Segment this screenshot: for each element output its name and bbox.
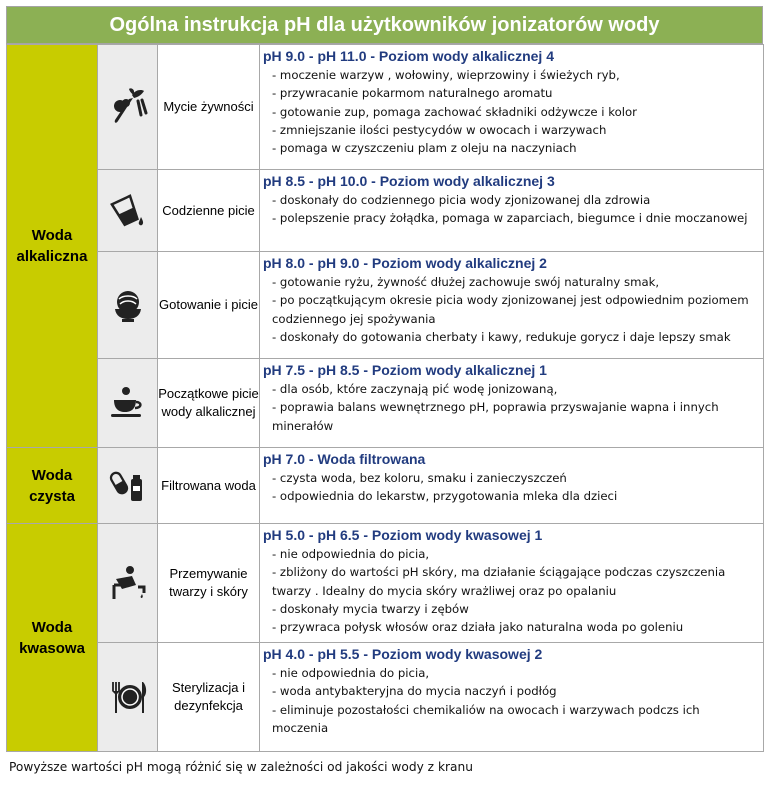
- ph-instruction-table: [6, 44, 764, 752]
- list-item: - nie odpowiednia do picia,: [272, 666, 430, 680]
- list-item: - polepszenie pracy żołądka, pomaga w zaparciach, biegumce i dnie moczanowej: [272, 211, 748, 226]
- ph-range-heading: pH 7.0 - Woda filtrowana: [263, 451, 426, 467]
- usage-list: [263, 191, 759, 228]
- list-item: - gotowanie zup, pomaga zachować składniki odżywcze i kolor: [272, 104, 637, 119]
- list-item: - nie odpowiednia do picia,: [272, 547, 430, 561]
- ph-range-heading: pH 4.0 - pH 5.5 - Poziom wody kwasowej 2: [263, 646, 543, 662]
- ph-range-heading: pH 8.0 - pH 9.0 - Poziom wody alkalicznej 2: [263, 255, 547, 271]
- category-acidic: Woda kwasowa: [7, 524, 98, 752]
- ph-range-heading: pH 7.5 - pH 8.5 - Poziom wody alkalicznej 1: [263, 362, 547, 378]
- row-name: Początkowe picie wody alkalicznej: [158, 359, 260, 448]
- footnote: Powyższe wartości pH mogą różnić się w zależności od jakości wody z kranu: [9, 760, 473, 774]
- usage-list: [263, 273, 759, 346]
- table-row: [7, 45, 764, 170]
- usage-list: [263, 469, 759, 506]
- row-name: Sterylizacja i dezynfekcja: [158, 643, 260, 752]
- list-item: - eliminuje pozostałości chemikaliów na owocach i warzywach podczs ich moczenia: [272, 702, 700, 735]
- usage-list: [263, 66, 759, 157]
- list-item: - po początkującym okresie picia wody zjonizowanej jest odpowiednim poziomem codziennego jej spożywania: [272, 293, 749, 326]
- cutlery-plate-icon: [98, 677, 157, 717]
- usage-list: [263, 380, 759, 435]
- table-row: [7, 448, 764, 524]
- list-item: - zmniejszanie ilości pestycydów w owocach i warzywach: [272, 122, 607, 137]
- table-row: [7, 252, 764, 359]
- face-wash-icon: [98, 563, 157, 603]
- drinking-glass-icon: [98, 191, 157, 231]
- list-item: - odpowiednia do lekarstw, przygotowania mleka dla dzieci: [272, 489, 618, 504]
- ph-range-heading: pH 5.0 - pH 6.5 - Poziom wody kwasowej 1: [263, 527, 543, 543]
- usage-list: [263, 664, 759, 737]
- vegetables-icon: [98, 87, 157, 127]
- list-item: - doskonały mycia twarzy i zębów: [272, 601, 469, 616]
- teacup-icon: [98, 383, 157, 423]
- list-item: - czysta woda, bez koloru, smaku i zanieczyszczeń: [272, 471, 567, 485]
- rice-bowl-icon: [98, 285, 157, 325]
- row-name: Filtrowana woda: [158, 448, 260, 524]
- list-item: - przywracanie pokarmom naturalnego aromatu: [272, 86, 553, 101]
- row-name: Przemywanie twarzy i skóry: [158, 524, 260, 643]
- list-item: - doskonały do codziennego picia wody zjonizowanej dla zdrowia: [272, 193, 651, 207]
- list-item: - przywraca połysk włosów oraz działa jako naturalna woda po goleniu: [272, 620, 684, 635]
- list-item: - woda antybakteryjna do mycia naczyń i podłóg: [272, 684, 557, 699]
- table-row: [7, 524, 764, 643]
- list-item: - poprawia balans wewnętrznego pH, poprawia przyswajanie wapna i innych minerałów: [272, 400, 719, 433]
- row-name: Codzienne picie: [158, 170, 260, 252]
- list-item: - dla osób, które zaczynają pić wodę jonizowaną,: [272, 382, 558, 396]
- table-row: [7, 170, 764, 252]
- list-item: - moczenie warzyw , wołowiny, wieprzowiny i świeżych ryb,: [272, 68, 620, 82]
- list-item: - doskonały do gotowania cherbaty i kawy, redukuje gorycz i daje lepszy smak: [272, 329, 731, 344]
- category-clean: Woda czysta: [7, 448, 98, 524]
- table-row: [7, 359, 764, 448]
- ph-range-heading: pH 9.0 - pH 11.0 - Poziom wody alkalicznej 4: [263, 48, 554, 64]
- list-item: - gotowanie ryżu, żywność dłużej zachowuje swój naturalny smak,: [272, 275, 660, 289]
- category-alkaline: Woda alkaliczna: [7, 45, 98, 448]
- pill-bottle-icon: [98, 466, 157, 506]
- table-row: [7, 643, 764, 752]
- row-name: Mycie żywności: [158, 45, 260, 170]
- list-item: - zbliżony do wartości pH skóry, ma działanie ściągające podczas czyszczenia twarzy . Idealny do mycia skóry wrażliwej oraz po opalaniu: [272, 565, 726, 598]
- list-item: - pomaga w czyszczeniu plam z oleju na naczyniach: [272, 141, 577, 156]
- usage-list: [263, 545, 759, 636]
- row-name: Gotowanie i picie: [158, 252, 260, 359]
- ph-range-heading: pH 8.5 - pH 10.0 - Poziom wody alkalicznej 3: [263, 173, 555, 189]
- page-title: Ogólna instrukcja pH dla użytkowników jonizatorów wody: [6, 6, 763, 44]
